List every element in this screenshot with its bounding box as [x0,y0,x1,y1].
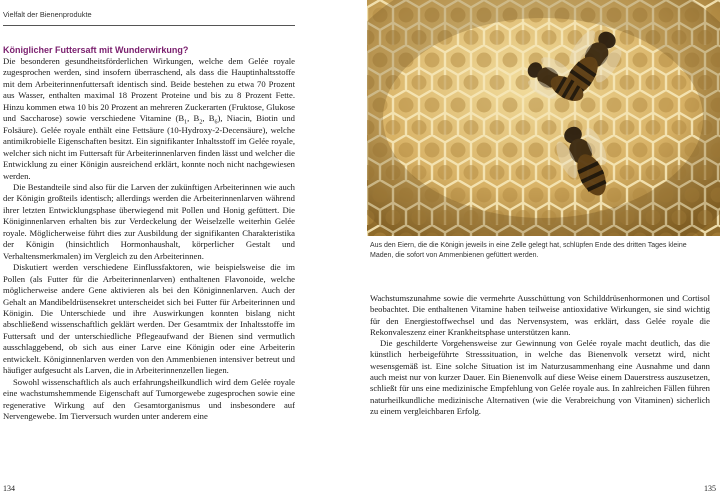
page-number-right: 135 [704,484,716,493]
paragraph-1b: ), Niacin, Biotin und Folsäure). Gelée royale enthält eine Fettsäure (10-Hydroxy-2-Decensäure), welche antimikrobielle Eigenschaften besitzt. Ein signifikanter Inhaltsstoff im Gelée royale, welcher sich nicht im Futtersaft für Arbeiterinnenlarven finden lässt und welcher die Entwicklung zu einer Königin ausreichend erklärt, konnte noch nicht nachgewiesen werden. [3,113,295,181]
running-head: Vielfalt der Bienenprodukte [3,10,92,19]
right-body-text [370,293,710,417]
paragraph-1: Die besonderen gesundheitsförderlichen Wirkungen, welche dem Gelée royale zugesprochen werden, sind insofern überraschend, als dass die Hauptinhaltsstoffe mit dem Arbeiterinnenfuttersaft identisch sind. Beide bestehen zu etwa 70 Prozent aus Wasser, enthalten maximal 18 Prozent Proteine und bis zu 8 Prozent Fette. Hinzu kommen etwa 10 bis 20 Prozent an mehreren Zuckerarten (Fruktose, Glukose und Saccharose) sowie verschiedene Vitamine ($B_1$, $B_2$, $B_6$), Niacin, Biotin und Folsäure). Gelée royale enthält eine Fettsäure (10-Hydroxy-2-Decensäure), welche antimikrobielle Eigenschaften besitzt. Ein signifikanter Inhaltsstoff im Gelée royale, welcher sich nicht im Futtersaft für Arbeiterinnenlarven finden lässt und welcher die Entwicklung zu einer Königin ausreichend erklärt, konnte noch nicht nachgewiesen werden. [3,56,295,181]
paragraph-3: Diskutiert werden verschiedene Einflussfaktoren, wie beispielsweise die im Pollen (als Futter für die Arbeiterinnenlarven) enthaltenen Flavonoide, welche möglicherweise andere Gene aktivieren als bei den Königinnenlarven. Auch der Gehalt an Mandibeldrüsensekret unterscheidet sich bei Futter für Arbeiterinnen und Königin. Die Unterschiede und ihre Auswirkungen konnten bislang nicht abschließend wissenschaftlich geklärt werden. Der Gesamtmix der Inhaltsstoffe im Futtersaft und der unterschiedliche Pflegeaufwand der Bienen sind vermutlich ausschlaggebend, ob sich aus einer Larve eine Königin oder eine Arbeiterin entwickelt. Königinnenlarven werden von den Ammenbienen intensiver betreut und häufiger aufgesucht als Larven, die in Arbeiterinnenzellen liegen. [3,262,295,376]
header-rule [3,25,295,26]
section-title: Königlicher Futtersaft mit Wunderwirkung? [3,45,189,55]
left-body-text [3,44,295,423]
vitamin-sub-6: 6 [214,119,218,126]
paragraph-1a: Die besonderen gesundheitsförderlichen Wirkungen, welche dem Gelée royale zugesprochen werden, sind insofern überraschend, als dass die Hauptinhaltsstoffe mit dem Arbeiterinnenfuttersaft identisch sind. Beide bestehen zu etwa 70 Prozent aus Wasser, enthalten maximal 18 Prozent Proteine und bis zu 8 Prozent Fette. Hinzu kommen etwa 10 bis 20 Prozent an mehreren Zuckerarten (Fruktose, Glukose und Saccharose) sowie verschiedene Vitamine (B [3,56,295,124]
paragraph-4: Sowohl wissenschaftlich als auch erfahrungsheilkundlich wird dem Gelée royale eine wachstumshemmende Eigenschaft auf Tumorgewebe zugesprochen sowie eine regenerative Wirkung auf den Gesamtorganismus und insbesondere auf Nervengewebe. Im Tierversuch wurden unter anderem eine [3,376,295,422]
vitamin-sub-1: 1 [184,119,188,126]
page-number-left: 134 [3,484,15,493]
vitamin-sub-2: 2 [199,119,203,126]
paragraph-6: Die geschilderte Vorgehensweise zur Gewinnung von Gelée royale macht deutlich, das die künstlich herbeigeführte Stresssituation, in welche das Bienenvolk versetzt wird, nicht wesensgemäß ist. Eine solche Situation ist im Naturzusammenhang eine Ausnahme und dann auch meist nur von kurzer Dauer. Ein Bienenvolk auf diese Weise einem Dauerstress auszusetzen, schließt für uns eine medizinische Empfehlung von Gelée royale aus. In zahlreichen Fällen führen naturheilkundliche medizinische Alternativen (wie die Verabreichung von Vitaminen) sicherlich zu einem vergleichbaren Erfolg. [370,338,710,416]
paragraph-5: Wachstumszunahme sowie die vermehrte Ausschüttung von Schilddrüsenhormonen und Cortisol beobachtet. Die enthaltenen Vitamine haben teilweise antioxidative Wirkungen, sie sind wichtig für den Energiestoffwechsel und das Nervensystem, was erklärt, dass Gelée royale die Rekonvaleszenz einer Krankheitsphase unterstützen kann. [370,293,710,337]
paragraph-2: Die Bestandteile sind also für die Larven der zukünftigen Arbeiterinnen wie auch der Königin großteils identisch; allerdings werden die Arbeiterinnenlarven während ihrer letzten Entwicklungsphase überwiegend mit Pollen und Honig gefüttert. Die Königinnenlarven erhalten bis zur Verdeckelung der Weiselzelle weiterhin Gelée royale. Möglicherweise führt dies zur Ausbildung der signifikanten Charakteristika der Königin (hinsichtlich Hormonhaushalt, körperlicher Gestalt und Verhaltensmerkmalen) im Vergleich zu den Arbeiterinnen. [3,181,295,261]
photo-caption: Aus den Eiern, die die Königin jeweils in eine Zelle gelegt hat, schlüpfen Ende des dritten Tages kleine Maden, die sofort von Ammenbienen gefüttert werden. [370,242,687,259]
